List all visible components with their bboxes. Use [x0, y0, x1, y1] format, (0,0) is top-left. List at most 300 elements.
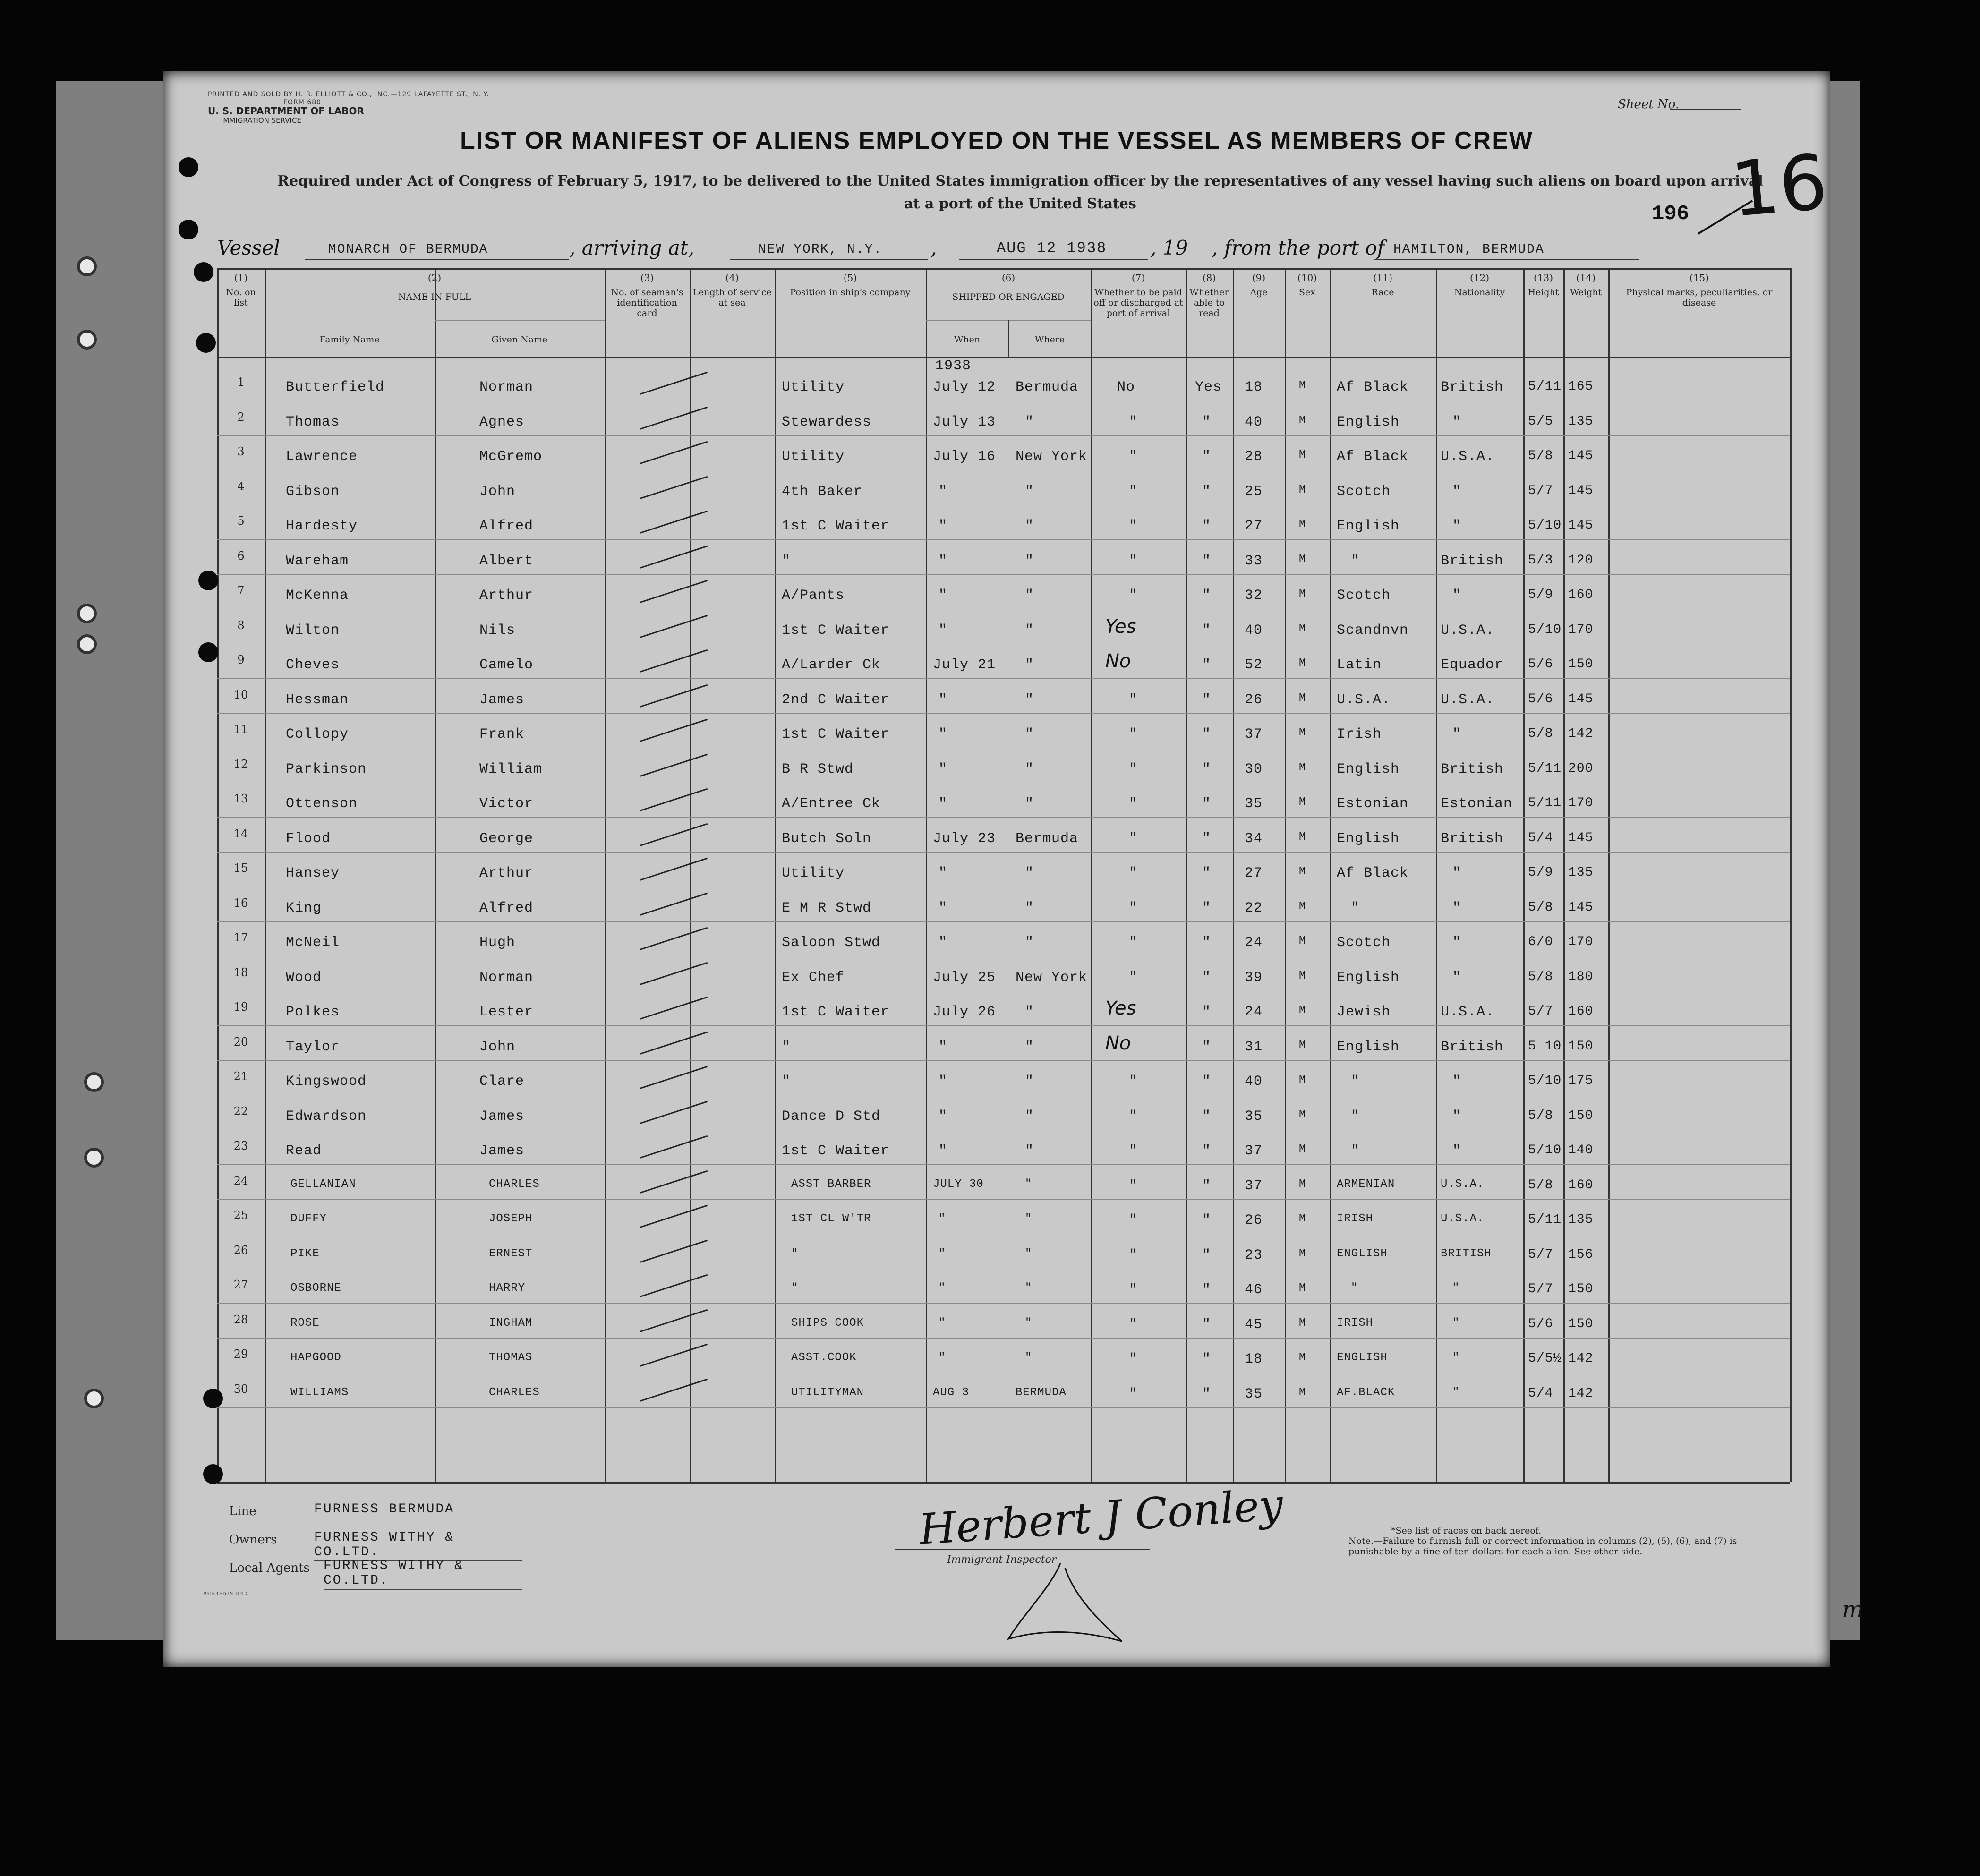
id-card-mark [640, 1239, 708, 1262]
family-name: Wood [286, 969, 322, 986]
binder-hole [194, 262, 213, 282]
sex: M [1299, 1212, 1306, 1225]
position: 1st C Waiter [782, 1004, 890, 1020]
sex: M [1299, 1074, 1306, 1086]
family-name: OSBORNE [290, 1282, 341, 1295]
race: AF.BLACK [1337, 1386, 1395, 1399]
row-number: 12 [233, 757, 248, 771]
weight: 160 [1568, 588, 1594, 602]
weight: 145 [1568, 483, 1594, 498]
shipped-when: " [939, 1039, 948, 1055]
races-note: *See list of races on back hereof. [1391, 1526, 1542, 1536]
weight: 145 [1568, 518, 1594, 533]
family-name: Gibson [286, 483, 340, 500]
year-label: , 19 [1150, 236, 1188, 259]
row-number: 2 [237, 410, 245, 424]
race: " [1351, 1074, 1360, 1090]
given-name: HARRY [489, 1282, 526, 1295]
able-to-read: " [1202, 1247, 1212, 1263]
weight: 135 [1568, 1212, 1594, 1227]
id-card-mark [640, 649, 708, 673]
column-rule [217, 268, 219, 1482]
family-name: Hessman [286, 691, 349, 708]
column-number: (1) [234, 272, 248, 283]
year-note: 1938 [935, 358, 972, 374]
row-number: 4 [237, 479, 245, 493]
nationality: " [1452, 935, 1462, 951]
date-field [959, 240, 1148, 260]
column-rule [1790, 268, 1792, 1482]
race: Scotch [1337, 588, 1391, 604]
shipped-when: AUG 3 [933, 1386, 970, 1399]
inspector-label: Immigrant Inspector [947, 1554, 1057, 1566]
nationality: British [1441, 553, 1504, 569]
paid-off: " [1129, 588, 1138, 604]
race: English [1337, 761, 1400, 777]
family-name: ROSE [290, 1316, 320, 1330]
row-rule [217, 435, 1790, 436]
weight: 150 [1568, 1108, 1594, 1123]
row-rule [217, 574, 1790, 575]
weight: 175 [1568, 1074, 1594, 1088]
able-to-read: " [1202, 1212, 1212, 1228]
handwritten-stroke [1698, 198, 1755, 236]
position: ASST BARBER [791, 1177, 871, 1191]
column-number: (14) [1576, 272, 1596, 283]
column-header: Physical marks, peculiarities, or disease [1626, 287, 1773, 308]
able-to-read: " [1202, 1177, 1212, 1194]
race: " [1351, 1108, 1360, 1125]
id-card-mark [640, 927, 708, 950]
shipped-when: " [939, 935, 948, 951]
position: " [782, 1039, 791, 1055]
race: Af Black [1337, 865, 1409, 881]
arriving-label: , arriving at, [569, 236, 695, 259]
family-name-header: Family Name [319, 334, 380, 345]
sex: M [1299, 553, 1306, 566]
printer-line [208, 91, 489, 107]
able-to-read: " [1202, 1004, 1212, 1020]
race: U.S.A. [1337, 691, 1391, 708]
height: 5/8 [1528, 969, 1553, 984]
position: A/Entree Ck [782, 796, 881, 812]
id-card-mark [640, 1309, 708, 1332]
column-header: Nationality [1454, 287, 1505, 298]
given-name: Nils [479, 622, 516, 639]
shipped-when: July 21 [933, 657, 996, 673]
arriving-port: NEW YORK, N.Y. [758, 242, 883, 257]
race: Scotch [1337, 483, 1391, 500]
position: 1ST CL W'TR [791, 1212, 871, 1225]
header-top-rule [217, 268, 1790, 270]
footnote [1348, 1526, 1755, 1557]
height: 5/10 [1528, 622, 1562, 637]
age: 34 [1245, 830, 1263, 847]
given-name: William [479, 761, 543, 777]
given-name: Norman [479, 379, 534, 395]
paid-off-handwritten: Yes [1105, 998, 1136, 1019]
row-number: 17 [233, 931, 248, 944]
family-name: Wilton [286, 622, 340, 639]
signature-flourish [1004, 1559, 1127, 1653]
race: Jewish [1337, 1004, 1391, 1020]
owners-value: FURNESS WITHY & CO.LTD. [314, 1530, 522, 1561]
column-number: (4) [725, 272, 739, 283]
race: " [1351, 1143, 1360, 1159]
id-card-mark [640, 1344, 708, 1367]
shipped-where: " [1025, 1074, 1034, 1090]
able-to-read: " [1202, 588, 1212, 604]
row-rule [217, 817, 1790, 818]
column-rule [1608, 268, 1610, 1482]
able-to-read: " [1202, 518, 1212, 534]
shipped-where: New York [1016, 969, 1088, 986]
owners-label: Owners [229, 1533, 277, 1547]
paid-off: No [1117, 379, 1135, 395]
column-header: Length of service at sea [692, 287, 772, 308]
race: English [1337, 969, 1400, 986]
race: Irish [1337, 726, 1382, 742]
height: 5/5 [1528, 414, 1553, 429]
row-number: 28 [233, 1313, 248, 1326]
column-rule [1186, 268, 1187, 1482]
age: 28 [1245, 449, 1263, 465]
shipped-when: " [939, 588, 948, 604]
column-number: (8) [1202, 272, 1216, 283]
paid-off: " [1129, 1316, 1138, 1333]
nationality: " [1452, 1143, 1462, 1159]
family-name: Hardesty [286, 518, 358, 534]
given-name: CHARLES [489, 1386, 540, 1399]
nationality: " [1452, 726, 1462, 742]
nationality: U.S.A. [1441, 1004, 1495, 1020]
id-card-mark [640, 1378, 708, 1401]
nationality: " [1452, 588, 1462, 604]
able-to-read: " [1202, 1143, 1212, 1159]
row-number: 5 [237, 514, 245, 528]
id-card-mark [640, 684, 708, 707]
nationality: " [1452, 865, 1462, 881]
weight: 170 [1568, 622, 1594, 637]
sex: M [1299, 761, 1306, 774]
able-to-read: " [1202, 969, 1212, 986]
nationality: British [1441, 1039, 1504, 1055]
from-field [1374, 240, 1639, 260]
nationality: " [1452, 1316, 1460, 1330]
height: 5 10 [1528, 1039, 1562, 1054]
id-card-mark [640, 788, 708, 811]
column-header: No. of seaman's identification card [611, 287, 683, 318]
given-name: ERNEST [489, 1247, 533, 1260]
paid-off: " [1129, 1074, 1138, 1090]
paid-off: " [1129, 935, 1138, 951]
paid-off: " [1129, 449, 1138, 465]
column-rule [605, 268, 606, 1482]
sex: M [1299, 935, 1306, 947]
shipped-when: July 26 [933, 1004, 996, 1020]
id-card-mark [640, 997, 708, 1020]
shipped-when: " [939, 553, 948, 569]
row-rule [217, 852, 1790, 853]
shipped-when: July 12 [933, 379, 996, 395]
sex: M [1299, 1351, 1306, 1364]
row-number: 27 [233, 1278, 248, 1291]
row-number: 25 [233, 1209, 248, 1222]
given-name: Albert [479, 553, 534, 569]
paid-off: " [1129, 1247, 1138, 1263]
paid-off: " [1129, 1282, 1138, 1298]
shipped-where: " [1025, 414, 1034, 430]
given-name: Arthur [479, 588, 534, 604]
position: 1st C Waiter [782, 1143, 890, 1159]
id-card-mark [640, 476, 708, 499]
able-to-read: " [1202, 796, 1212, 812]
weight: 145 [1568, 449, 1594, 463]
column-rule [1330, 268, 1331, 1482]
row-number: 30 [233, 1382, 248, 1396]
subheader-rule [435, 320, 605, 321]
age: 40 [1245, 622, 1263, 639]
row-number: 18 [233, 965, 248, 979]
paid-off-handwritten: No [1105, 1032, 1131, 1054]
family-name: HAPGOOD [290, 1351, 341, 1364]
family-name: DUFFY [290, 1212, 327, 1225]
height: 5/8 [1528, 1108, 1553, 1123]
column-header: Race [1371, 287, 1394, 298]
sex: M [1299, 969, 1306, 982]
column-number: (13) [1533, 272, 1553, 283]
binder-hole [198, 642, 218, 662]
family-name: McNeil [286, 935, 340, 951]
age: 24 [1245, 1004, 1263, 1020]
able-to-read: " [1202, 900, 1212, 916]
given-name: James [479, 691, 525, 708]
family-name: Collopy [286, 726, 349, 742]
shipped-where: " [1025, 1039, 1034, 1055]
nationality: " [1452, 1074, 1462, 1090]
sex: M [1299, 588, 1306, 600]
required-notice: Required under Act of Congress of February 5, 1917, to be delivered to the United States immigration officer by the representatives of any vessel having such aliens on board upon arrival at a port of the United States [277, 173, 1763, 212]
height: 5/10 [1528, 518, 1562, 533]
race: English [1337, 830, 1400, 847]
able-to-read: " [1202, 1108, 1212, 1125]
weight: 150 [1568, 657, 1594, 672]
family-name: Ottenson [286, 796, 358, 812]
family-name: McKenna [286, 588, 349, 604]
height: 5/7 [1528, 1004, 1553, 1019]
given-name: Alfred [479, 518, 534, 534]
row-number: 24 [233, 1174, 248, 1187]
position: 1st C Waiter [782, 726, 890, 742]
row-rule [217, 1164, 1790, 1165]
height: 5/7 [1528, 1282, 1553, 1296]
family-name: Polkes [286, 1004, 340, 1020]
row-number: 20 [233, 1035, 248, 1049]
row-rule [217, 1025, 1790, 1026]
weight: 142 [1568, 1351, 1594, 1366]
race: Scotch [1337, 935, 1391, 951]
height: 5/6 [1528, 657, 1553, 672]
weight: 140 [1568, 1143, 1594, 1158]
column-rule [1233, 268, 1234, 1482]
sex: M [1299, 657, 1306, 670]
shipped-where: " [1025, 553, 1034, 569]
binder-hole [77, 634, 97, 654]
shipped-when: " [939, 518, 948, 534]
given-name: James [479, 1108, 525, 1125]
family-name: GELLANIAN [290, 1177, 356, 1191]
column-header: Age [1250, 287, 1268, 298]
paid-off-handwritten: No [1105, 650, 1131, 672]
nationality: " [1452, 1351, 1460, 1364]
weight: 150 [1568, 1316, 1594, 1331]
shipped-when: " [939, 761, 948, 777]
vessel-name: MONARCH OF BERMUDA [328, 242, 488, 257]
race: ENGLISH [1337, 1351, 1388, 1364]
sex: M [1299, 1039, 1306, 1052]
row-rule [217, 921, 1790, 922]
height: 5/7 [1528, 1247, 1553, 1262]
given-name: Norman [479, 969, 534, 986]
column-rule [926, 268, 927, 1482]
shipped-when: July 25 [933, 969, 996, 986]
binder-hole [84, 1148, 104, 1168]
given-name: Alfred [479, 900, 534, 916]
height: 5/11 [1528, 1212, 1562, 1227]
binder-hole [77, 256, 97, 276]
shipped-when: " [939, 483, 948, 500]
agents-label: Local Agents [229, 1561, 310, 1575]
shipped-where: Bermuda [1016, 379, 1079, 395]
paid-off: " [1129, 761, 1138, 777]
shipped-where: " [1025, 518, 1034, 534]
sex: M [1299, 691, 1306, 705]
department-name: U. S. DEPARTMENT OF LABOR [208, 105, 364, 117]
sex: M [1299, 414, 1306, 427]
line-value: FURNESS BERMUDA [314, 1502, 522, 1518]
printer-text: PRINTED AND SOLD BY H. R. ELLIOTT & CO., INC.—129 LAFAYETTE ST., N. Y. [208, 91, 489, 98]
id-card-mark [640, 372, 708, 395]
given-name: INGHAM [489, 1316, 533, 1330]
race: IRISH [1337, 1316, 1374, 1330]
from-label: , from the port of [1212, 236, 1385, 259]
paid-off: " [1129, 865, 1138, 881]
able-to-read: " [1202, 414, 1212, 430]
header-bottom-rule [217, 357, 1790, 358]
family-name: Butterfield [286, 379, 385, 395]
inspector-line [895, 1549, 1150, 1550]
given-name: John [479, 483, 516, 500]
height: 5/6 [1528, 1316, 1553, 1331]
row-rule [217, 1060, 1790, 1061]
paid-off: " [1129, 553, 1138, 569]
shipped-where: " [1025, 865, 1034, 881]
shipped-where: " [1025, 726, 1034, 742]
sex: M [1299, 1108, 1306, 1121]
shipped-when: " [939, 1351, 946, 1364]
weight: 135 [1568, 414, 1594, 429]
given-name: Frank [479, 726, 525, 742]
paid-off: " [1129, 414, 1138, 430]
height: 5/7 [1528, 483, 1553, 498]
paid-off: " [1129, 1212, 1138, 1228]
column-header: SHIPPED OR ENGAGED [952, 292, 1065, 302]
sex: M [1299, 622, 1306, 635]
shipped-where: Bermuda [1016, 830, 1079, 847]
row-number: 6 [237, 549, 245, 563]
able-to-read: " [1202, 865, 1212, 881]
race: " [1351, 900, 1360, 916]
handwritten-initials: m [1842, 1596, 1864, 1623]
row-number: 9 [237, 653, 245, 666]
column-rule [265, 268, 266, 1482]
nationality: " [1452, 414, 1462, 430]
age: 27 [1245, 865, 1263, 881]
age: 40 [1245, 414, 1263, 430]
given-name: James [479, 1143, 525, 1159]
row-number: 26 [233, 1243, 248, 1257]
race: " [1351, 1282, 1358, 1295]
row-number: 16 [233, 896, 248, 910]
position: Stewardess [782, 414, 872, 430]
column-number: (3) [640, 272, 654, 283]
sheet-no-label: Sheet No. [1618, 97, 1680, 111]
sex: M [1299, 518, 1306, 531]
age: 30 [1245, 761, 1263, 777]
weight: 160 [1568, 1177, 1594, 1193]
weight: 142 [1568, 1386, 1594, 1401]
printed-in-usa: PRINTED IN U.S.A. [203, 1592, 250, 1597]
height: 5/3 [1528, 553, 1553, 568]
paid-off: " [1129, 1108, 1138, 1125]
able-to-read: " [1202, 1039, 1212, 1055]
paid-off: " [1129, 1143, 1138, 1159]
given-name: George [479, 830, 534, 847]
height: 5/8 [1528, 726, 1553, 741]
position: " [782, 1074, 791, 1090]
given-name: Camelo [479, 657, 534, 673]
weight: 160 [1568, 1004, 1594, 1019]
age: 35 [1245, 1386, 1263, 1402]
paid-off: " [1129, 830, 1138, 847]
able-to-read: " [1202, 1351, 1212, 1367]
given-name: CHARLES [489, 1177, 540, 1191]
inspector-signature: Herbert J Conley [917, 1480, 1285, 1555]
weight: 145 [1568, 830, 1594, 845]
paid-off: " [1129, 1386, 1138, 1402]
nationality: " [1452, 1108, 1462, 1125]
able-to-read: " [1202, 1074, 1212, 1090]
row-number: 19 [233, 1000, 248, 1014]
sex: M [1299, 1004, 1306, 1017]
nationality: U.S.A. [1441, 622, 1495, 639]
shipped-when: July 16 [933, 449, 996, 465]
when-header: When [954, 334, 981, 345]
weight: 200 [1568, 761, 1594, 776]
family-name: WILLIAMS [290, 1386, 349, 1399]
shipped-when: " [939, 900, 948, 916]
shipped-where: " [1025, 1316, 1033, 1330]
id-card-mark [640, 1031, 708, 1054]
able-to-read: " [1202, 449, 1212, 465]
able-to-read: " [1202, 761, 1212, 777]
given-name: THOMAS [489, 1351, 533, 1364]
family-name: Hansey [286, 865, 340, 881]
id-card-mark [640, 1205, 708, 1228]
shipped-where: " [1025, 622, 1034, 639]
manifest-sheet [163, 71, 1864, 1667]
nationality: British [1441, 379, 1504, 395]
